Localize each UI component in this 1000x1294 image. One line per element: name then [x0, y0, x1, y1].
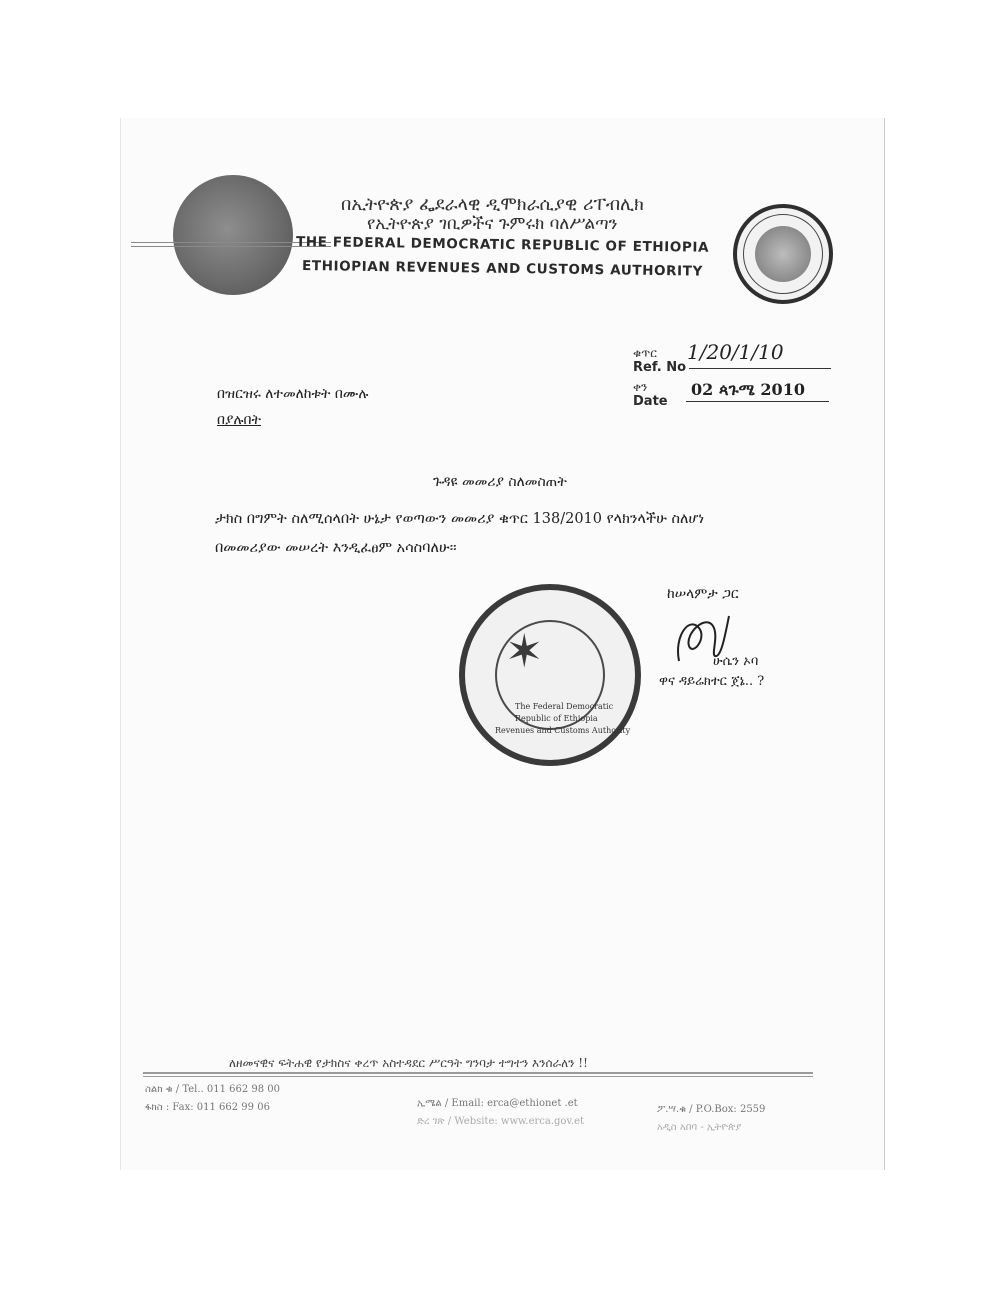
footer-rule: [143, 1072, 813, 1074]
stamp-text-2: Republic of Ethiopia: [515, 714, 598, 723]
ref-number: 1/20/1/10: [687, 340, 784, 364]
stamp-text-3: Revenues and Customs Authority: [495, 726, 631, 735]
document-page: [120, 118, 885, 1170]
date-value: 02 ጳጉሜ 2010: [691, 380, 805, 399]
date-label-english: Date: [633, 394, 668, 409]
footer-tel: ስልክ ቁ / Tel.. 011 662 98 00: [145, 1084, 281, 1095]
subject-line: ጉዳዩ መመሪያ ስለመስጠት: [433, 474, 567, 490]
signatory-title: ዋና ዳይሬክተር ጀኔ.. ?: [659, 674, 765, 689]
header-amharic-line2: የኢትዮጵያ ገቢዎችና ጉምሩክ ባለሥልጣን: [367, 214, 618, 234]
recipient-line1: በዝርዝሩ ለተመለከቱት በሙሉ: [217, 386, 369, 402]
date-label-amharic: ቀን: [633, 380, 648, 394]
header-english-line1: THE FEDERAL DEMOCRATIC REPUBLIC OF ETHIOPIA: [295, 234, 710, 256]
header-english-line2: ETHIOPIAN REVENUES AND CUSTOMS AUTHORITY: [301, 258, 704, 280]
emblem-logo: [173, 175, 293, 295]
signatory-name: ሁሴን ኦባ: [713, 654, 759, 669]
ref-label-amharic: ቁጥር: [633, 346, 657, 360]
closing-greeting: ከሠላምታ ጋር: [667, 586, 739, 602]
footer-rule: [143, 1076, 813, 1077]
body-line2: በመመሪያው መሠረት እንዲፈፀም አሳስባለሁ፡፡: [215, 540, 457, 556]
seal-scales-icon: [755, 226, 811, 282]
footer-motto: ለዘመናዊና ፍትሐዊ የታክስና ቀረጥ አስተዳደር ሥርዓት ግንባታ ተግተን እንሰራለን !!: [229, 1056, 588, 1070]
official-stamp: [459, 584, 641, 766]
footer-email: ኢሜል / Email: erca@ethionet .et: [417, 1098, 578, 1109]
footer-fax: ፋክስ : Fax: 011 662 99 06: [145, 1102, 270, 1113]
ref-label-english: Ref. No: [633, 360, 687, 375]
footer-pobox: ፖ.ሣ.ቁ / P.O.Box: 2559: [657, 1104, 766, 1115]
footer-website: ድረ ገጽ / Website: www.erca.gov.et: [417, 1116, 585, 1127]
body-line1: ታክስ በግምት ስለሚሰላበት ሁኔታ የወጣውን መመሪያ ቁጥር 138/2010 የላክንላችሁ ስለሆነ: [215, 511, 705, 527]
recipient-line2: በያሉበት: [217, 412, 261, 428]
stamp-text-1: The Federal Democratic: [515, 702, 614, 711]
star-emblem-icon: ✶: [505, 624, 544, 678]
date-underline: [686, 401, 829, 402]
authority-seal: [733, 204, 833, 304]
footer-city: አዲስ አበባ - ኢትዮጵያ: [657, 1122, 742, 1133]
ref-underline: [689, 368, 831, 369]
header-amharic-line1: በኢትዮጵያ ፌደራላዊ ዲሞክራሲያዊ ሪፐብሊክ: [341, 194, 644, 215]
